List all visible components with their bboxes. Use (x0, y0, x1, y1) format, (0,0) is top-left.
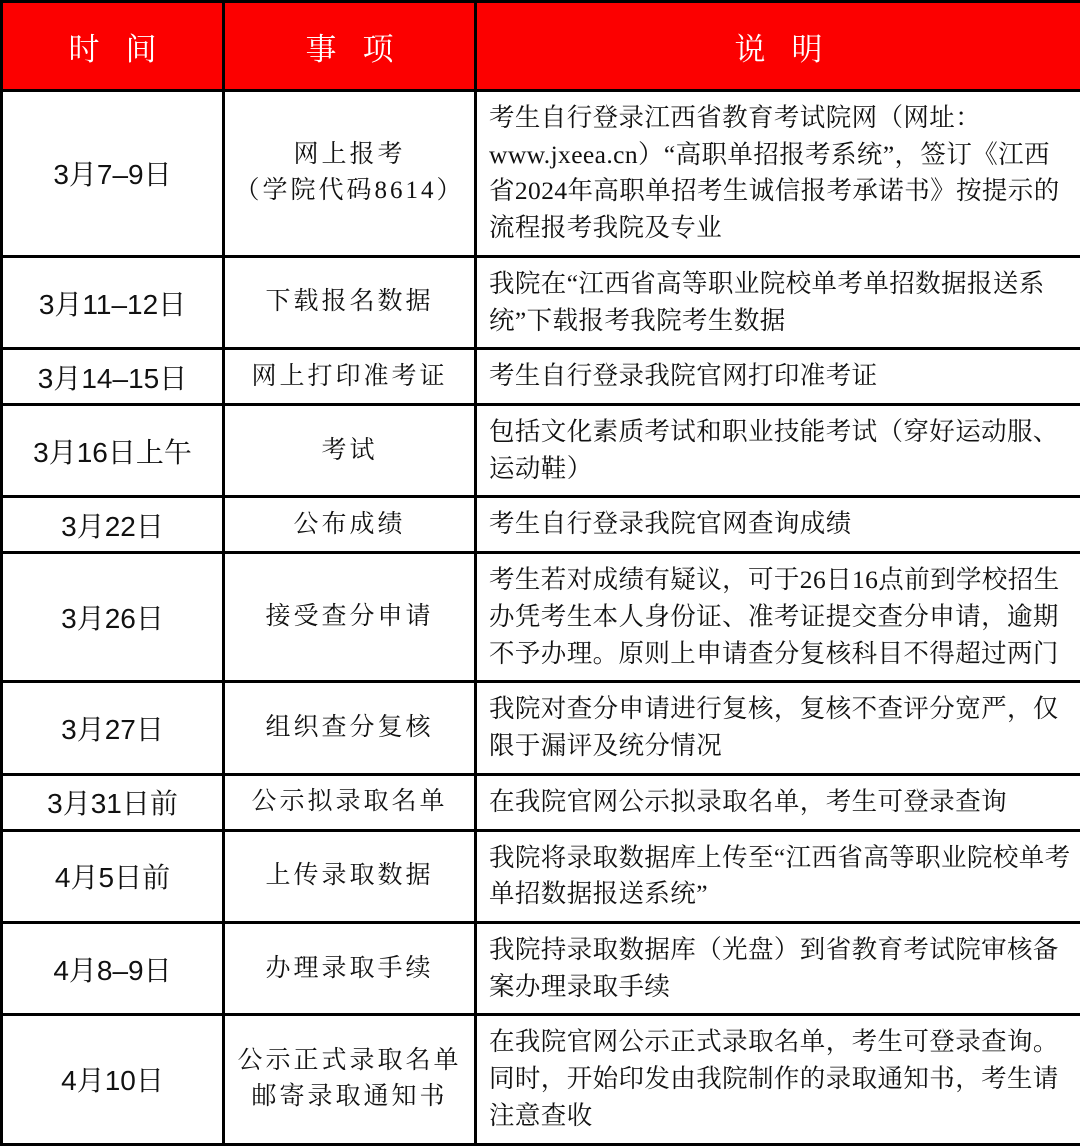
table-header-row (2, 2, 1080, 91)
cell-time: 3月11–12日 (2, 256, 224, 348)
cell-item (224, 256, 476, 348)
cell-item-line: 邮寄录取通知书 (225, 1079, 474, 1115)
cell-description: 在我院官网公示拟录取名单，考生可登录查询 (476, 774, 1080, 830)
cell-time: 4月5日前 (2, 830, 224, 922)
cell-item-line: 网上打印准考证 (225, 359, 474, 395)
cell-description: 在我院官网公示正式录取名单，考生可登录查询。同时，开始印发由我院制作的录取通知书，考生请注意查收 (476, 1015, 1080, 1144)
column-header-time: 时间 (2, 2, 224, 91)
table-row (2, 830, 1080, 922)
cell-description: 考生若对成绩有疑议，可于26日16点前到学校招生办凭考生本人身份证、准考证提交查分申请，逾期不予办理。原则上申请查分复核科目不得超过两门 (476, 553, 1080, 682)
cell-item (224, 1015, 476, 1144)
cell-description: 我院在“江西省高等职业院校单考单招数据报送系统”下载报考我院考生数据 (476, 256, 1080, 348)
cell-time: 4月10日 (2, 1015, 224, 1144)
cell-item-line: 公布成绩 (225, 507, 474, 543)
cell-item-line: 接受查分申请 (225, 599, 474, 635)
cell-time: 3月31日前 (2, 774, 224, 830)
table-row (2, 553, 1080, 682)
cell-description: 我院将录取数据库上传至“江西省高等职业院校单考单招数据报送系统” (476, 830, 1080, 922)
cell-time: 3月16日上午 (2, 405, 224, 497)
cell-item (224, 349, 476, 405)
cell-time: 4月8–9日 (2, 922, 224, 1014)
cell-description: 我院持录取数据库（光盘）到省教育考试院审核备案办理录取手续 (476, 922, 1080, 1014)
table-row (2, 682, 1080, 774)
cell-time: 3月7–9日 (2, 91, 224, 257)
table-row (2, 922, 1080, 1014)
cell-description: 包括文化素质考试和职业技能考试（穿好运动服、运动鞋） (476, 405, 1080, 497)
cell-item (224, 682, 476, 774)
cell-item-line: 网上报考 (225, 137, 474, 173)
cell-item-line: （学院代码8614） (225, 173, 474, 209)
table-row (2, 405, 1080, 497)
cell-item-line: 上传录取数据 (225, 858, 474, 894)
table-row (2, 1015, 1080, 1144)
cell-item (224, 91, 476, 257)
cell-item-line: 下载报名数据 (225, 284, 474, 320)
cell-item (224, 405, 476, 497)
cell-item (224, 553, 476, 682)
cell-time: 3月22日 (2, 497, 224, 553)
cell-description: 考生自行登录江西省教育考试院网（网址：www.jxeea.cn）“高职单招报考系统”，签订《江西省2024年高职单招考生诚信报考承诺书》按提示的流程报考我院及专业 (476, 91, 1080, 257)
cell-item-line: 考试 (225, 433, 474, 469)
cell-item-line: 组织查分复核 (225, 710, 474, 746)
table-row (2, 91, 1080, 257)
cell-time: 3月26日 (2, 553, 224, 682)
cell-item (224, 830, 476, 922)
cell-item-line: 公示拟录取名单 (225, 784, 474, 820)
cell-time: 3月14–15日 (2, 349, 224, 405)
cell-item-line: 办理录取手续 (225, 951, 474, 987)
cell-description: 考生自行登录我院官网查询成绩 (476, 497, 1080, 553)
column-header-item: 事项 (224, 2, 476, 91)
cell-description: 考生自行登录我院官网打印准考证 (476, 349, 1080, 405)
cell-item-line: 公示正式录取名单 (225, 1043, 474, 1079)
cell-item (224, 922, 476, 1014)
cell-time: 3月27日 (2, 682, 224, 774)
cell-description: 我院对查分申请进行复核，复核不查评分宽严，仅限于漏评及统分情况 (476, 682, 1080, 774)
table-row (2, 497, 1080, 553)
table-body (2, 91, 1080, 1145)
column-header-description: 说明 (476, 2, 1080, 91)
cell-item (224, 497, 476, 553)
cell-item (224, 774, 476, 830)
table-row (2, 774, 1080, 830)
table-row (2, 349, 1080, 405)
table-row (2, 256, 1080, 348)
